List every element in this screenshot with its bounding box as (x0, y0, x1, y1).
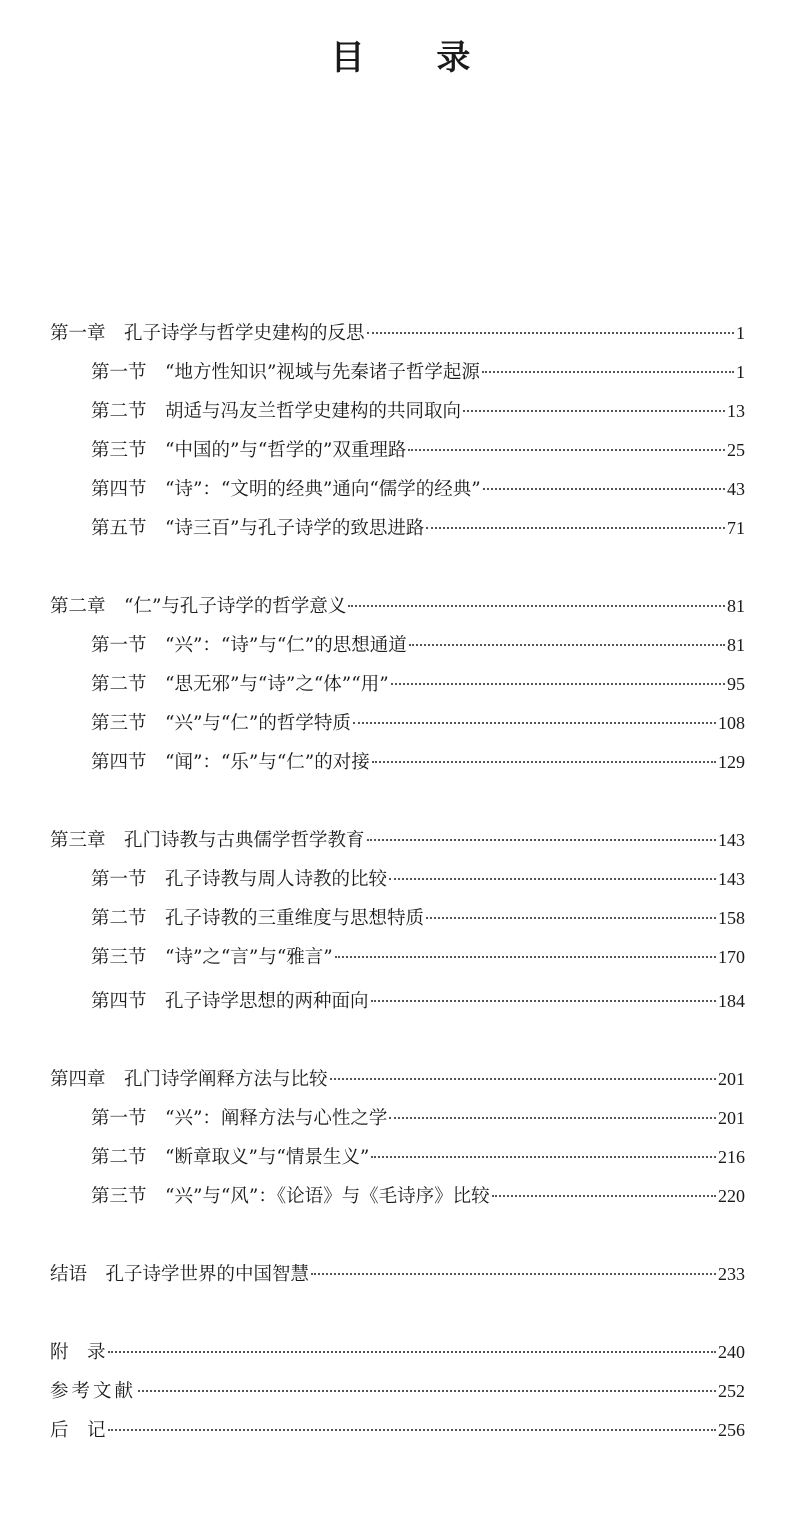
toc-entry-section[interactable] (50, 1099, 745, 1138)
toc-entry-section[interactable] (50, 860, 745, 899)
toc-entry-section[interactable] (50, 899, 745, 938)
page-number: 256 (718, 1420, 745, 1440)
entry-label: 第二节 胡适与冯友兰哲学史建构的共同取向 (91, 401, 462, 422)
page-number: 25 (727, 440, 745, 460)
dot-leader (353, 722, 716, 724)
toc-entry-chapter-1[interactable] (50, 314, 745, 353)
toc-entry-section[interactable] (50, 704, 745, 743)
entry-label: 第一节 “地方性知识”视域与先秦诸子哲学起源 (91, 362, 480, 383)
dot-leader (389, 878, 716, 880)
toc-entry-section[interactable] (50, 982, 745, 1021)
entry-label: 第三节 “兴”与“风”：《论语》与《毛诗序》比较 (91, 1186, 490, 1207)
page-number: 43 (727, 479, 745, 499)
toc-entry-references[interactable] (50, 1372, 745, 1411)
page-number: 233 (718, 1264, 745, 1284)
page-number: 252 (718, 1381, 745, 1401)
page-number: 81 (727, 635, 745, 655)
toc-entry-section[interactable] (50, 743, 745, 782)
dot-leader (372, 761, 716, 763)
page-number: 158 (718, 908, 745, 928)
page-number: 81 (727, 596, 745, 616)
entry-label: 第二章 “仁”与孔子诗学的哲学意义 (50, 596, 347, 617)
dot-leader (492, 1195, 716, 1197)
entry-label: 第四节 孔子诗学思想的两种面向 (91, 991, 369, 1012)
dot-leader (483, 488, 725, 490)
entry-label: 第四节 “诗”：“文明的经典”通向“儒学的经典” (91, 479, 481, 500)
dot-leader (482, 371, 734, 373)
page-title: 目 录 (330, 38, 501, 78)
toc-entry-section[interactable] (50, 431, 745, 470)
dot-leader (371, 1156, 716, 1158)
dot-leader (463, 410, 725, 412)
entry-label: 第二节 孔子诗教的三重维度与思想特质 (91, 908, 425, 929)
dot-leader (138, 1390, 716, 1392)
page-number: 108 (718, 713, 745, 733)
entry-label: 后 记 (50, 1420, 106, 1441)
page-number: 13 (727, 401, 745, 421)
dot-leader (371, 1000, 716, 1002)
page-number: 184 (718, 991, 745, 1011)
page-number: 201 (718, 1108, 745, 1128)
entry-label: 参考文献 (50, 1381, 137, 1402)
toc-entry-section[interactable] (50, 665, 745, 704)
dot-leader (426, 917, 716, 919)
toc-entry-section[interactable] (50, 353, 745, 392)
toc-entry-afterword[interactable] (50, 1411, 745, 1450)
page-number: 143 (718, 869, 745, 889)
toc-entry-chapter-3[interactable] (50, 821, 745, 860)
page-number: 143 (718, 830, 745, 850)
entry-label: 附 录 (50, 1342, 106, 1363)
entry-label: 第四章 孔门诗学阐释方法与比较 (50, 1069, 328, 1090)
entry-label: 第一节 “兴”：阐释方法与心性之学 (91, 1108, 388, 1129)
entry-label: 第五节 “诗三百”与孔子诗学的致思进路 (91, 518, 425, 539)
page-number: 201 (718, 1069, 745, 1089)
page-number: 220 (718, 1186, 745, 1206)
toc-entry-section[interactable] (50, 470, 745, 509)
page-number: 71 (727, 518, 745, 538)
page-number: 1 (736, 362, 745, 382)
toc-entry-chapter-4[interactable] (50, 1060, 745, 1099)
toc-entry-section[interactable] (50, 1177, 745, 1216)
entry-label: 第二节 “思无邪”与“诗”之“体”“用” (91, 674, 389, 695)
entry-label: 第三章 孔门诗教与古典儒学哲学教育 (50, 830, 365, 851)
page-number: 170 (718, 947, 745, 967)
dot-leader (408, 449, 725, 451)
dot-leader (389, 1117, 716, 1119)
dot-leader (108, 1351, 716, 1353)
page-number: 95 (727, 674, 745, 694)
entry-label: 第二节 “断章取义”与“情景生义” (91, 1147, 370, 1168)
page-number: 1 (736, 323, 745, 343)
page-number: 216 (718, 1147, 745, 1167)
dot-leader (348, 605, 725, 607)
entry-label: 结语 孔子诗学世界的中国智慧 (50, 1264, 310, 1285)
toc-entry-conclusion[interactable] (50, 1255, 745, 1294)
page-number: 129 (718, 752, 745, 772)
dot-leader (391, 683, 725, 685)
dot-leader (426, 527, 725, 529)
page-number: 240 (718, 1342, 745, 1362)
toc-entry-chapter-2[interactable] (50, 587, 745, 626)
toc-entry-section[interactable] (50, 938, 745, 977)
entry-label: 第一章 孔子诗学与哲学史建构的反思 (50, 323, 365, 344)
entry-label: 第三节 “中国的”与“哲学的”双重理路 (91, 440, 407, 461)
toc-entry-section[interactable] (50, 392, 745, 431)
entry-label: 第三节 “诗”之“言”与“雅言” (91, 947, 333, 968)
dot-leader (108, 1429, 716, 1431)
toc-entry-section[interactable] (50, 626, 745, 665)
dot-leader (330, 1078, 716, 1080)
dot-leader (367, 839, 716, 841)
dot-leader (409, 644, 725, 646)
table-of-contents (50, 314, 745, 1450)
entry-label: 第一节 孔子诗教与周人诗教的比较 (91, 869, 388, 890)
toc-entry-section[interactable] (50, 509, 745, 548)
entry-label: 第一节 “兴”：“诗”与“仁”的思想通道 (91, 635, 407, 656)
entry-label: 第三节 “兴”与“仁”的哲学特质 (91, 713, 351, 734)
dot-leader (311, 1273, 716, 1275)
toc-entry-section[interactable] (50, 1138, 745, 1177)
toc-entry-appendix[interactable] (50, 1333, 745, 1372)
dot-leader (367, 332, 734, 334)
dot-leader (335, 956, 716, 958)
entry-label: 第四节 “闻”：“乐”与“仁”的对接 (91, 752, 370, 773)
